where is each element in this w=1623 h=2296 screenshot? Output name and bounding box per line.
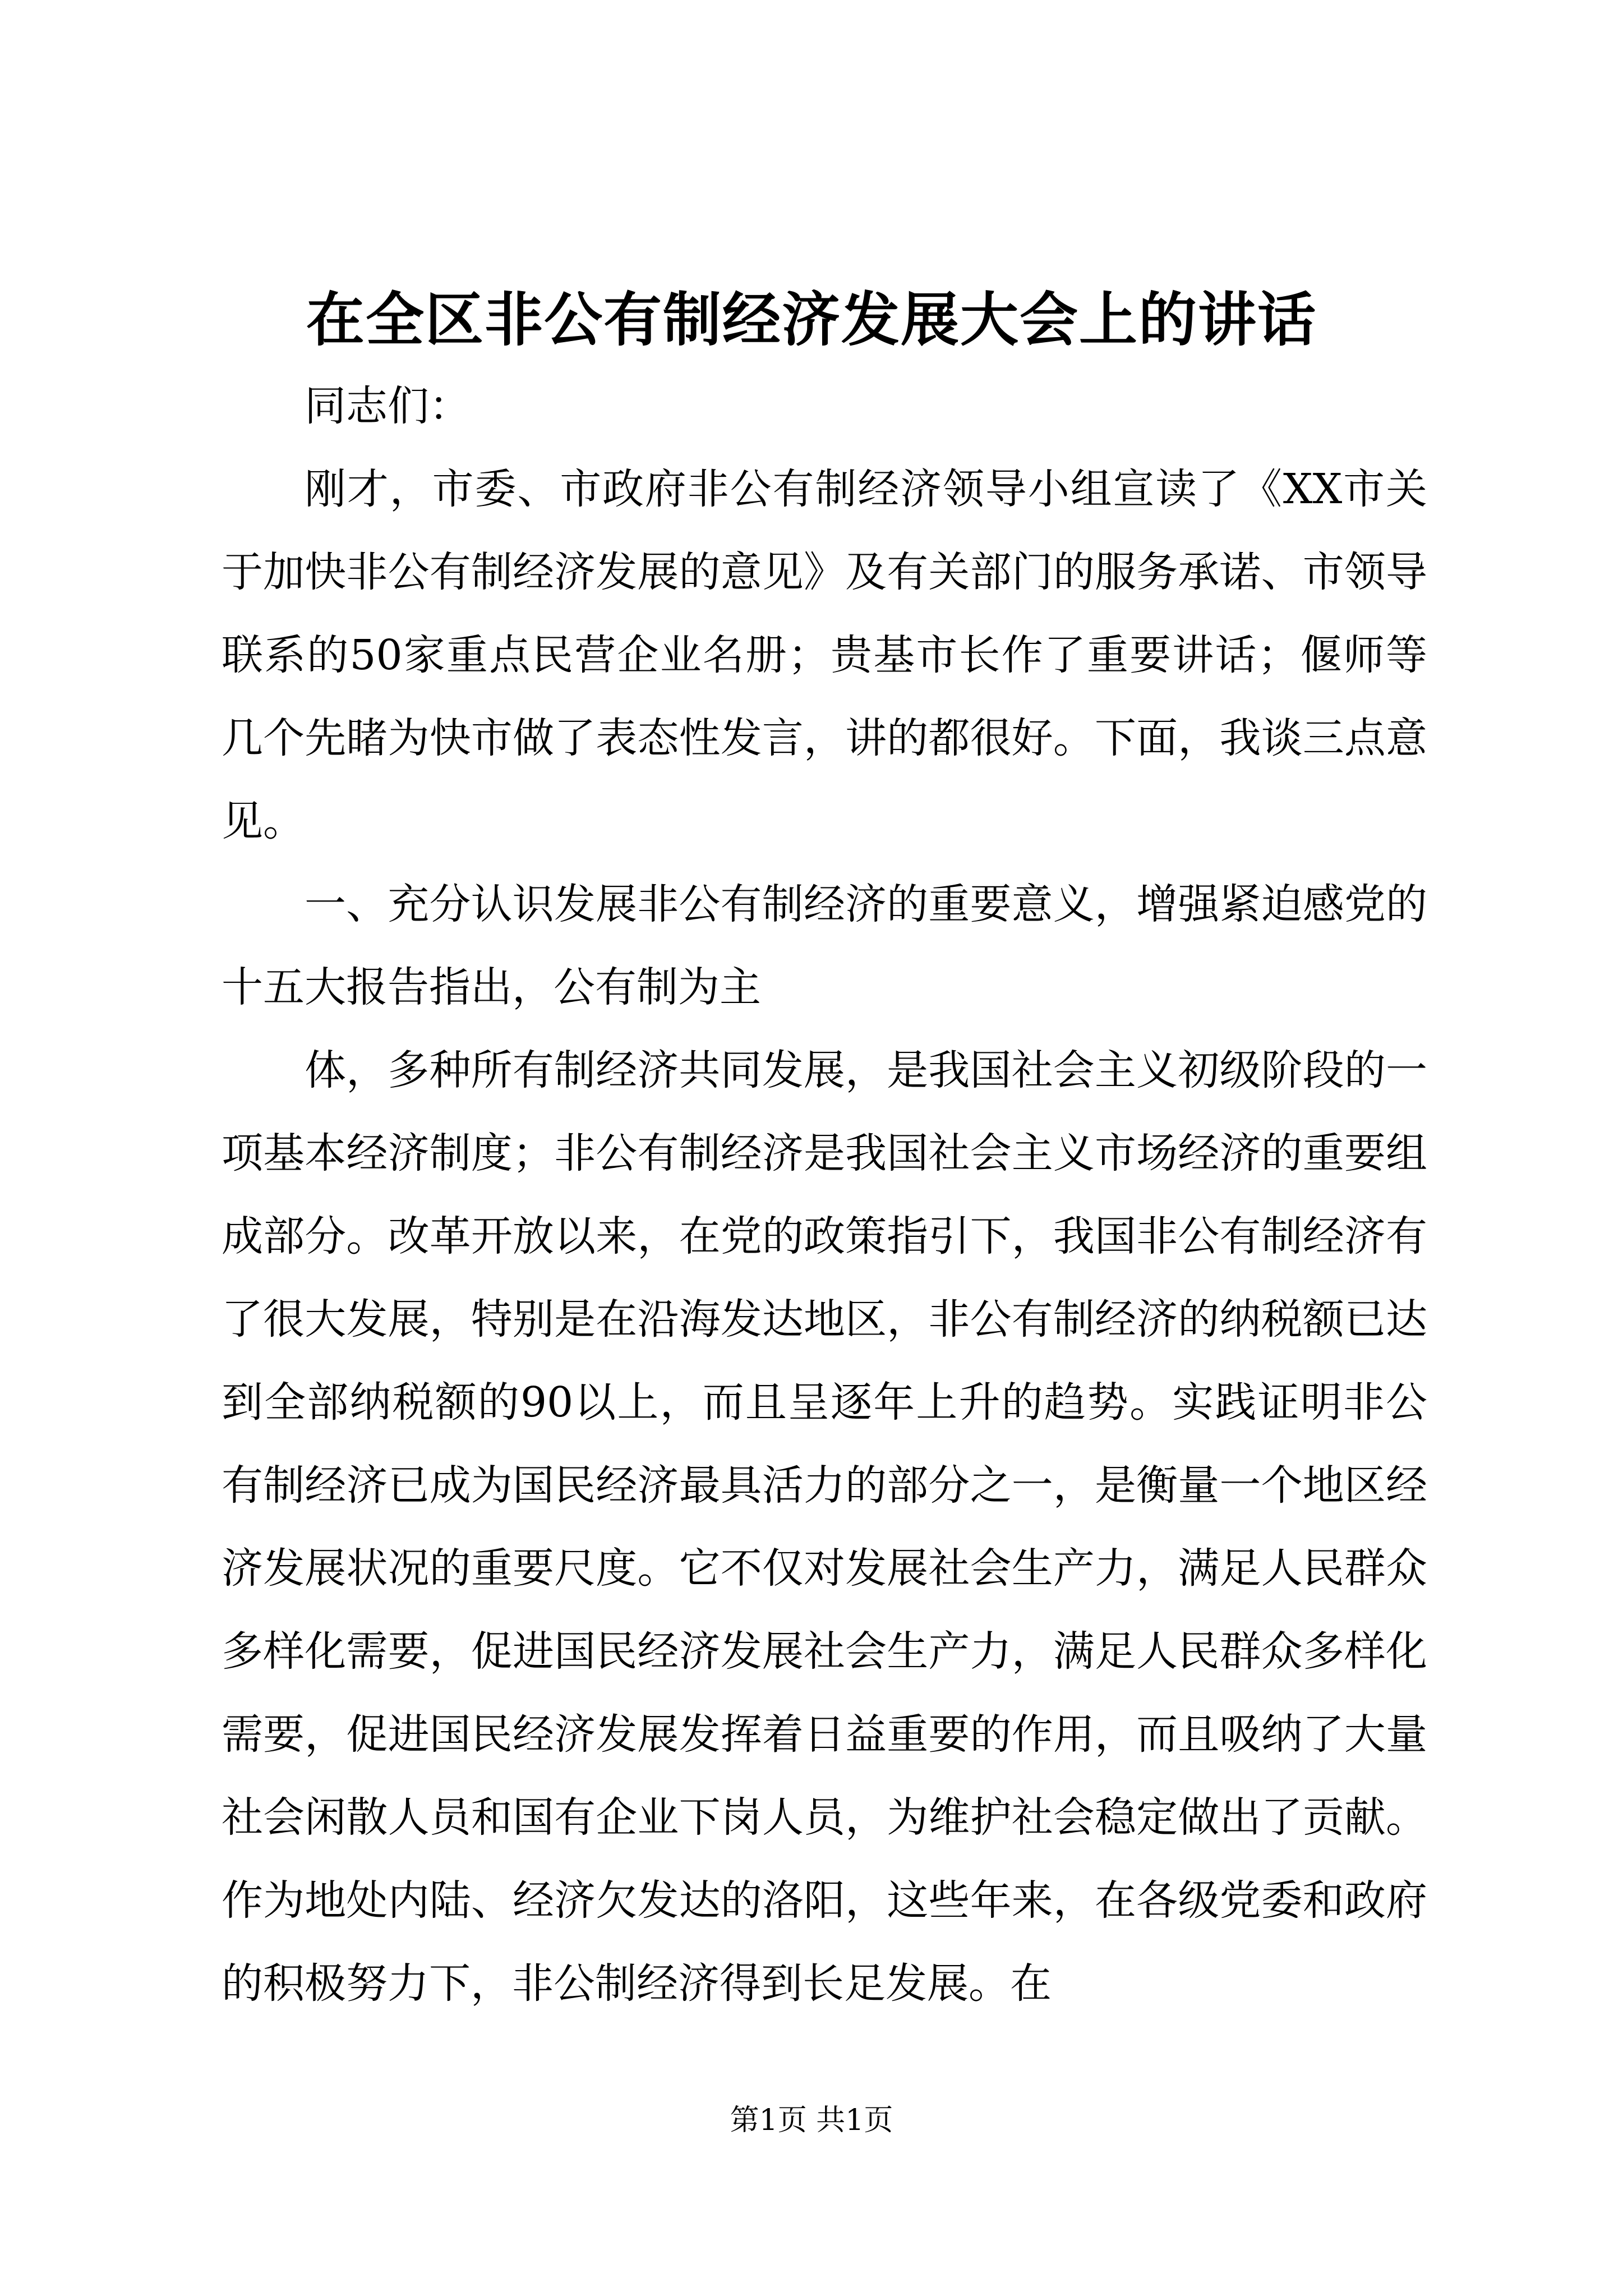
document-title: 在全区非公有制经济发展大会上的讲话 — [306, 285, 1317, 354]
document-body — [222, 365, 1427, 2025]
paragraph-2: 一、充分认识发展非公有制经济的重要意义，增强紧迫感党的十五大报告指出，公有制为主 — [222, 880, 1427, 1011]
paragraph-3: 体，多种所有制经济共同发展，是我国社会主义初级阶段的一项基本经济制度；非公有制经济是我国社会主义市场经济的重要组成部分。改革开放以来，在党的政策指引下，我国非公有制经济有了很大发展，特别是在沿海发达地区，非公有制经济的纳税额已达到全部纳税额的90以上，而且呈逐年上升的趋势。实践证明非公有制经济已成为国民经济最具活力的部分之一，是衡量一个地区经济发展状况的重要尺度。它不仅对发展社会生产力，满足人民群众多样化需要，促进国民经济发展社会生产力，满足人民群众多样化需要，促进国民经济发展发挥着日益重要的作用，而且吸纳了大量社会闲散人员和国有企业下岗人员，为维护社会稳定做出了贡献。作为地处内陆、经济欠发达的洛阳，这些年来，在各级党委和政府的积极努力下，非公制经济得到长足发展。在 — [222, 1046, 1427, 2008]
salutation: 同志们： — [305, 382, 471, 430]
page-number-footer: 第1页 共1页 — [730, 2104, 893, 2137]
paragraph-1: 刚才，市委、市政府非公有制经济领导小组宣读了《XX市关于加快非公有制经济发展的意见》及有关部门的服务承诺、市领导联系的50家重点民营企业名册；贵基市长作了重要讲话；偃师等几个先睹为快市做了表态性发言，讲的都很好。下面，我谈三点意见。 — [222, 465, 1427, 845]
